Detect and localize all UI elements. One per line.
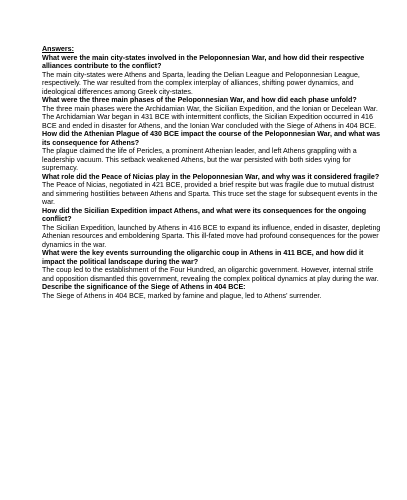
answer-6: The coup led to the establishment of the Four Hundred, an oligarchic government. However, internal strife and opposition dismantled this government, revealing the complex political dynamics at play during the war. bbox=[42, 266, 379, 283]
qa-item-1 bbox=[42, 54, 387, 97]
answer-5: The Sicilian Expedition, launched by Athens in 416 BCE to expand its influence, ended in disaster, depleting Athenian resources and emboldening Sparta. This ill-fated move had profound consequences for the power dynamics in the war. bbox=[42, 223, 381, 249]
qa-item-4 bbox=[42, 173, 387, 207]
question-1: What were the main city-states involved in the Peloponnesian War, and how did their respective alliances contribute to the conflict? bbox=[42, 53, 365, 70]
answer-7: The Siege of Athens in 404 BCE, marked by famine and plague, led to Athens' surrender. bbox=[42, 291, 322, 300]
document-page bbox=[42, 45, 387, 300]
answer-1: The main city-states were Athens and Sparta, leading the Delian League and Peloponnesian League, respectively. The war resulted from the complex interplay of alliances, shifting power dynamics, and ideological differences among Greek city-states. bbox=[42, 70, 360, 96]
qa-item-7 bbox=[42, 283, 387, 300]
question-3: How did the Athenian Plague of 430 BCE impact the course of the Peloponnesian War, and what was its consequence for Athens? bbox=[42, 130, 381, 147]
question-2: What were the three main phases of the Peloponnesian War, and how did each phase unfold? bbox=[42, 96, 357, 104]
question-6: What were the key events surrounding the oligarchic coup in Athens in 411 BCE, and how did it impact the political landscape during the war? bbox=[42, 249, 364, 266]
qa-item-2 bbox=[42, 96, 387, 130]
question-7: Describe the significance of the Siege of Athens in 404 BCE: bbox=[42, 283, 246, 291]
qa-item-3 bbox=[42, 130, 387, 173]
question-4: What role did the Peace of Nicias play in the Peloponnesian War, and why was it considered fragile? bbox=[42, 172, 380, 181]
question-5: How did the Sicilian Expedition impact Athens, and what were its consequences for the ongoing conflict? bbox=[42, 206, 367, 223]
qa-item-5 bbox=[42, 207, 387, 250]
answer-2: The three main phases were the Archidamian War, the Sicilian Expedition, and the Ionian or Decelean War. The Archidamian War began in 431 BCE with intermittent conflicts, the Sicilian Expedition occurred in 416 BCE and ended in disaster for Athens, and the Ionian War concluded with the Siege of Athens in 404 BCE. bbox=[42, 104, 378, 130]
answer-3: The plague claimed the life of Pericles, a prominent Athenian leader, and left Athens grappling with a leadership vacuum. This setback weakened Athens, but the war persisted with both sides vying for supremacy. bbox=[42, 147, 357, 172]
answers-heading: Answers: bbox=[42, 45, 74, 53]
answer-4: The Peace of Nicias, negotiated in 421 BCE, provided a brief respite but was fragile due to mutual distrust and simmering hostilities between Athens and Sparta. This truce set the stage for subsequent events in the war. bbox=[42, 181, 378, 206]
qa-item-6 bbox=[42, 249, 387, 283]
